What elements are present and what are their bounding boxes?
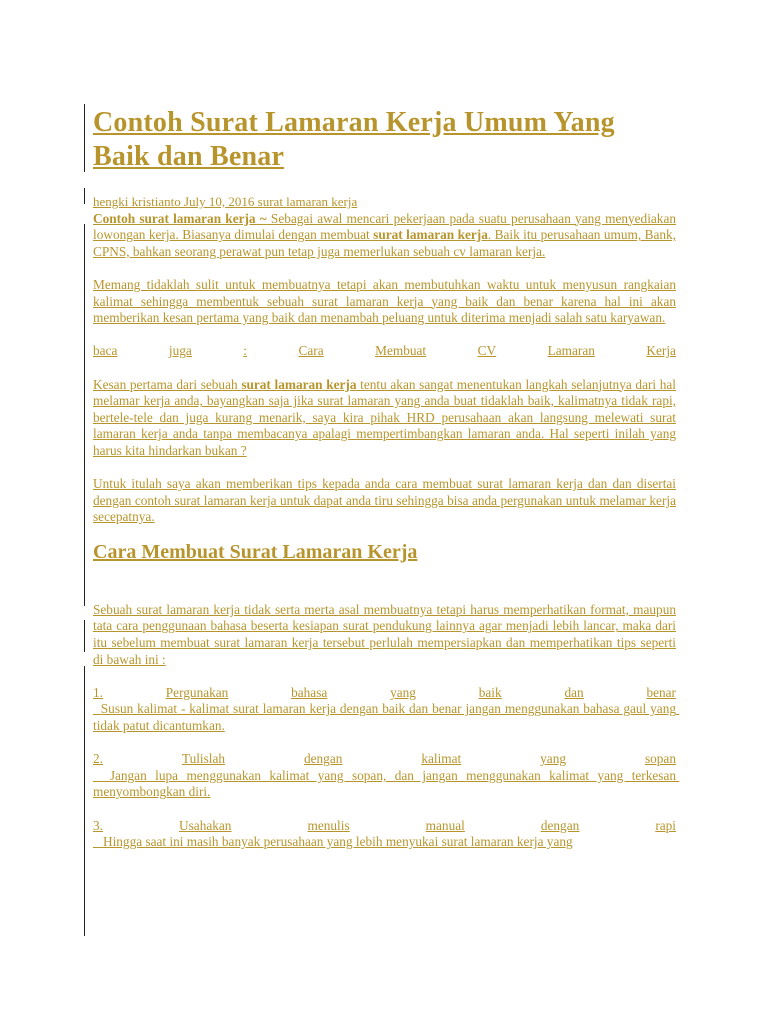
intro-bold[interactable]: Contoh surat lamaran kerja ~ xyxy=(93,210,267,226)
read-also-link[interactable]: baca juga : Cara Membuat CV Lamaran Kerja xyxy=(93,343,676,359)
tip-1-title[interactable]: 1. Pergunakan bahasa yang baik dan benar xyxy=(93,684,676,700)
left-rule xyxy=(84,224,85,606)
tip-3-title[interactable]: 3. Usahakan menulis manual dengan rapi xyxy=(93,817,676,833)
article-meta[interactable]: hengki kristianto July 10, 2016 surat lamaran kerja xyxy=(93,194,358,209)
left-rule xyxy=(84,620,85,652)
tip-2-title[interactable]: 2. Tulislah dengan kalimat yang sopan xyxy=(93,751,676,767)
para3-bold[interactable]: surat lamaran kerja xyxy=(241,376,357,392)
intro-paragraph xyxy=(93,211,676,261)
left-rule xyxy=(84,666,85,936)
tip-1-text[interactable]: Susun kalimat - kalimat surat lamaran kerja dengan baik dan benar jangan menggunakan bahasa gaul yang tidak patut dicantumkan. xyxy=(93,701,680,734)
intro-text-1[interactable]: Sebagai awal mencari pekerjaan pada suatu perusahaan yang menyediakan lowongan kerja. Biasanya dimulai dengan membuat xyxy=(93,210,676,243)
intro-bold-2[interactable]: surat lamaran kerja xyxy=(373,227,488,243)
intro-text-2[interactable]: . Baik itu perusahaan umum, Bank, CPNS, bahkan seorang perawat pun tetap juga memerlukan sebuah cv lamaran kerja. xyxy=(93,227,677,259)
document-page xyxy=(84,100,680,851)
paragraph-4[interactable]: Untuk itulah saya akan memberikan tips kepada anda cara membuat surat lamaran kerja dan dan disertai dengan contoh surat lamaran kerja untuk dapat anda tiru sehingga bisa anda pergunakan untuk melamar kerja secepatnya. xyxy=(93,476,676,525)
tip-3-text[interactable]: Hingga saat ini masih banyak perusahaan yang lebih menyukai surat lamaran kerja yang xyxy=(93,834,573,850)
paragraph-3: Kesan pertama dari sebuah surat lamaran kerja tentu akan sangat menentukan langkah selanjutnya dari hal melamar kerja anda, bayangkan saja jika surat lamaran yang anda buat tidaklah baik, kalimatnya tidak rapi, bertele-tele dan juga kurang menarik, saya kira pihak HRD perusahaan akan langsung melewati surat lamaran kerja anda tanpa membacanya apalagi mempertimbangkan lamaran anda. Hal seperti inilah yang harus kita hindarkan bukan ? xyxy=(93,376,676,458)
tip-2-text[interactable]: Jangan lupa menggunakan kalimat yang sopan, dan jangan menggunakan kalimat yang terkesan menyombongkan diri. xyxy=(93,767,680,800)
paragraph-2[interactable]: Memang tidaklah sulit untuk membuatnya tetapi akan membutuhkan waktu untuk menyusun rangkaian kalimat sehingga membentuk sebuah surat lamaran kerja yang baik dan benar karena hal ini akan memberikan kesan pertama yang baik dan menambah peluang untuk diterima menjadi salah satu karyawan. xyxy=(93,276,676,326)
left-rule xyxy=(84,104,85,172)
section-paragraph-1[interactable]: Sebuah surat lamaran kerja tidak serta merta asal membuatnya tetapi harus memperhatikan format, maupun tata cara penggunaan bahasa beserta kesiapan surat pendukung lainnya agar menjadi lebih lancar, maka dari itu sebelum membuat surat lamaran kerja tersebut perlulah mempersiapkan dan memperhatikan tips seperti di bawah ini : xyxy=(93,601,676,667)
article-body xyxy=(93,106,680,851)
section-heading[interactable]: Cara Membuat Surat Lamaran Kerja xyxy=(93,540,418,563)
article-title[interactable]: Contoh Surat Lamaran Kerja Umum Yang Baik dan Benar xyxy=(93,107,615,172)
left-rule xyxy=(84,188,85,204)
